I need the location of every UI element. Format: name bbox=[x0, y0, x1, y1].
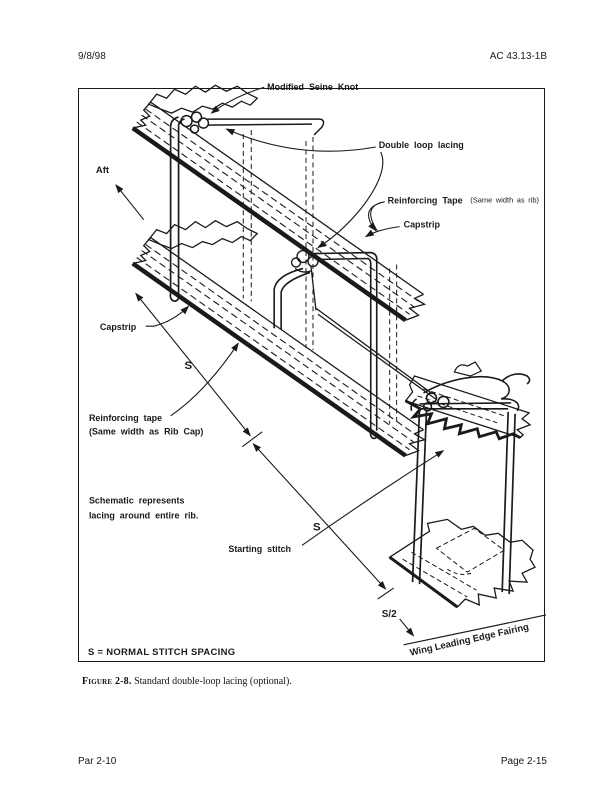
label-capstrip-left: Capstrip bbox=[99, 322, 137, 333]
label-modified-seine-knot: Modified Seine Knot bbox=[267, 82, 359, 93]
label-stitch-spacing-legend: S = NORMAL STITCH SPACING bbox=[87, 646, 236, 658]
leading-edge-bottom-plate bbox=[390, 519, 535, 607]
leader-arrows bbox=[116, 87, 444, 545]
starting-stitch-knot bbox=[411, 374, 529, 411]
label-double-loop-lacing: Double loop lacing bbox=[378, 139, 464, 150]
cord-to-leading-edge bbox=[311, 266, 435, 398]
header-date: 9/8/98 bbox=[78, 51, 106, 62]
label-reinforcing-tape-top: Reinforcing Tape bbox=[387, 195, 463, 206]
figure-border-box bbox=[78, 82, 545, 662]
label-capstrip-top: Capstrip bbox=[403, 219, 440, 230]
label-reinforcing-tape-left-2: (Same width as Rib Cap) bbox=[88, 426, 204, 437]
figure-caption-text: Standard double-loop lacing (optional). bbox=[131, 676, 292, 687]
label-aft: Aft bbox=[95, 164, 110, 176]
top-capstrip bbox=[133, 102, 425, 320]
lacing-loop-1 bbox=[170, 117, 184, 301]
label-s-mid: S bbox=[312, 521, 321, 534]
footer-page-ref: Page 2-15 bbox=[500, 756, 547, 767]
label-schematic-2: lacing around entire rib. bbox=[88, 510, 199, 521]
dimension-lines bbox=[136, 293, 546, 644]
footer-paragraph-ref: Par 2-10 bbox=[78, 756, 117, 767]
modified-seine-knot bbox=[181, 112, 208, 133]
top-cord bbox=[207, 119, 323, 135]
bottom-capstrip bbox=[133, 238, 425, 456]
rib-lacing-diagram bbox=[79, 82, 544, 661]
label-starting-stitch: Starting stitch bbox=[228, 544, 292, 555]
hidden-web-lines bbox=[243, 130, 396, 426]
label-reinforcing-tape-left-1: Reinforcing tape bbox=[88, 412, 163, 423]
label-schematic-1: Schematic represents bbox=[88, 495, 185, 506]
label-s-half: S/2 bbox=[381, 608, 397, 620]
figure-caption-number: Figure 2-8. bbox=[82, 676, 132, 687]
figure-caption bbox=[82, 676, 292, 687]
label-reinforcing-tape-top-note: (Same width as rib) bbox=[470, 195, 540, 205]
label-wing-leading-edge-fairing: Wing Leading Edge Fairing bbox=[408, 621, 530, 659]
label-s-upper: S bbox=[184, 360, 193, 373]
torn-fabric-edges bbox=[149, 85, 258, 248]
header-doc-number: AC 43.13-1B bbox=[489, 51, 547, 62]
aft-arrow bbox=[116, 185, 144, 220]
